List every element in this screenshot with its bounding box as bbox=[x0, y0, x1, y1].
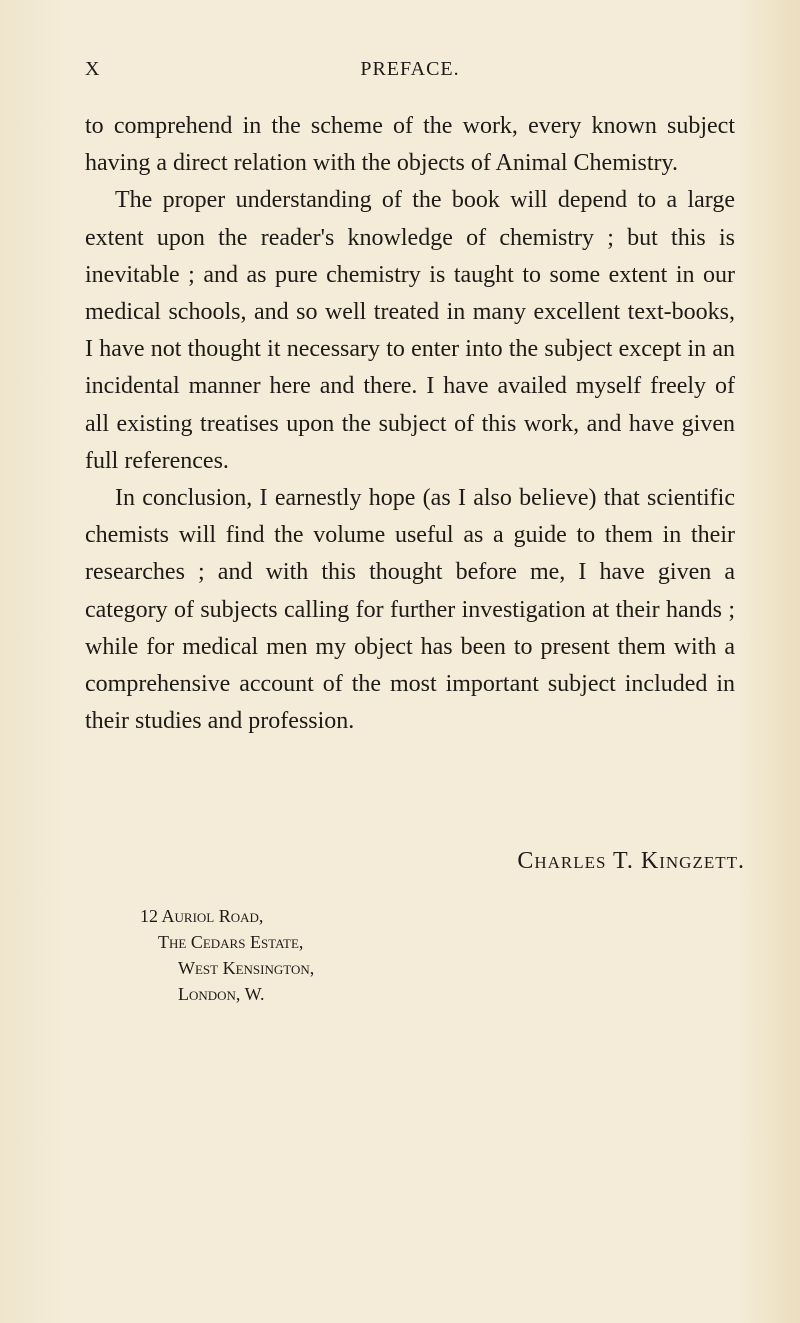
paragraph: The proper understanding of the book will depend to a large extent upon the reader's knowledge of chemistry ; but this is inevitable ; and as pure chemistry is taught to some extent in our medical schools, and so well treated in many excellent text-books, I have not thought it necessary to enter into the subject except in an incidental manner here and there. I have availed myself freely of all existing treatises upon the subject of this work, and have given full references. bbox=[85, 187, 735, 474]
address-line: West Kensington, bbox=[178, 958, 315, 978]
running-head: PREFACE. bbox=[360, 58, 460, 80]
address-line: London, W. bbox=[178, 984, 265, 1004]
page-header bbox=[85, 58, 735, 88]
author-signature: Charles T. Kingzett. bbox=[517, 848, 745, 874]
paragraph-continued: to comprehend in the scheme of the work, every known subject having a direct relation with the objects of Animal Chemistry. bbox=[85, 113, 735, 177]
body-text bbox=[85, 108, 735, 740]
paragraph: In conclusion, I earnestly hope (as I also believe) that scientific chemists will find the volume useful as a guide to them in their researches ; and with this thought before me, I have given a category of subjects calling for further investigation at their hands ; while for medical men my object has been to present them with a comprehensive account of the most important subject included in their studies and profession. bbox=[85, 485, 735, 735]
author-address bbox=[140, 903, 314, 1007]
address-line: The Cedars Estate, bbox=[158, 932, 304, 952]
address-line: 12 Auriol Road, bbox=[140, 906, 264, 926]
page-number: X bbox=[85, 58, 101, 80]
